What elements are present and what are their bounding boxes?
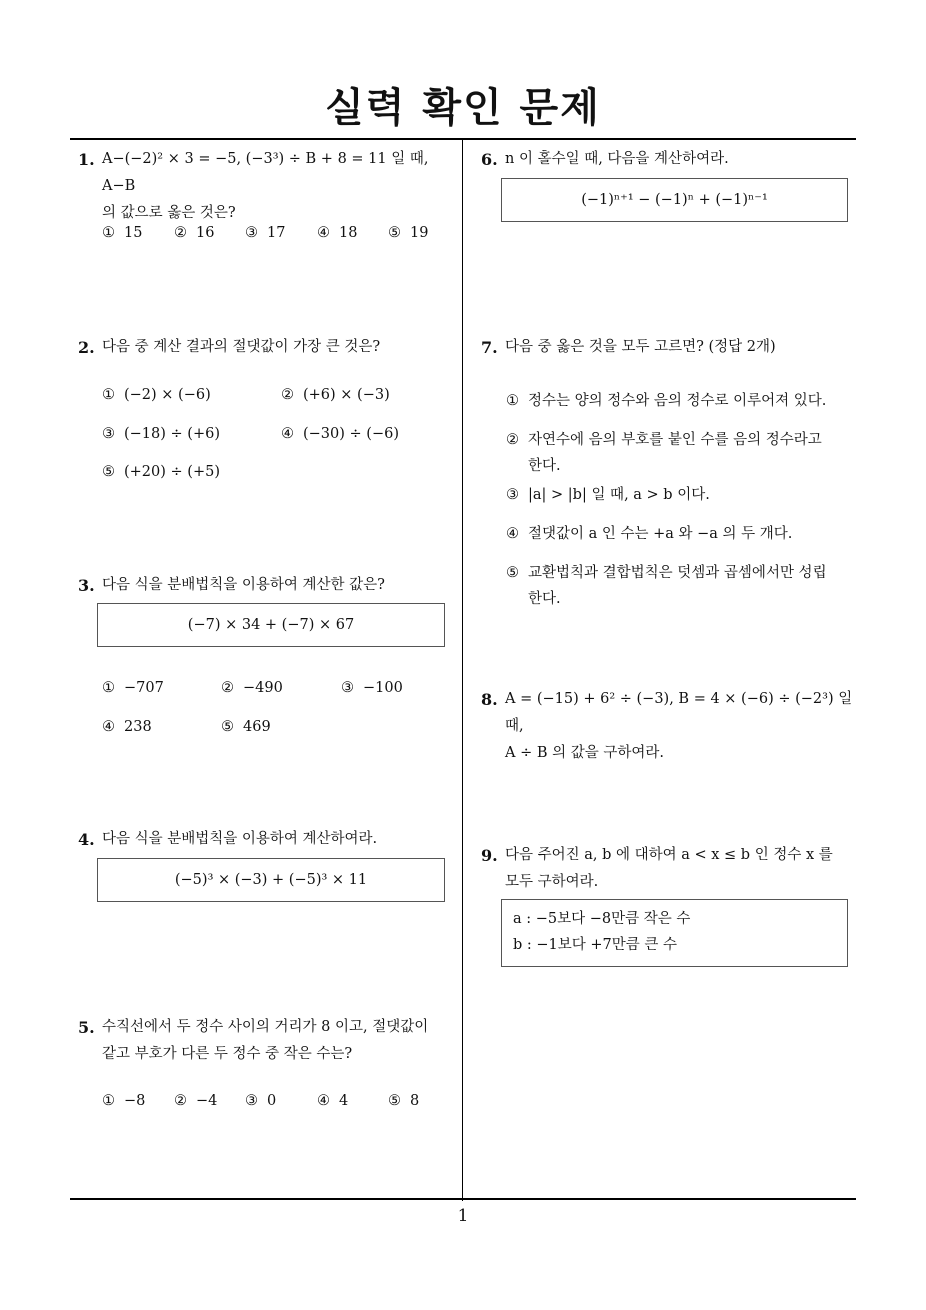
question-text-line-1: A−(−2)² × 3 = −5, (−3³) ÷ B + 8 = 11 일 때, A−B [102, 151, 429, 194]
choice-2: ② 16 [174, 225, 215, 241]
question-text: 다음 중 옳은 것을 모두 고르면? (정답 2개) [505, 339, 776, 355]
bottom-rule [70, 1198, 856, 1200]
question-number: 2. [78, 338, 95, 357]
condition-line-b: b : −1보다 +7만큼 큰 수 [513, 937, 678, 953]
choice-1: ① −8 [102, 1093, 146, 1109]
question-text-line-2: 같고 부호가 다른 두 정수 중 작은 수는? [102, 1046, 353, 1062]
question-text: 다음 식을 분배법칙을 이용하여 계산한 값은? [102, 577, 385, 593]
choice-1: ① −707 [102, 680, 164, 696]
question-text-line-1: 다음 주어진 a, b 에 대하여 a < x ≤ b 인 정수 x 를 [505, 847, 833, 863]
question-text: 다음 식을 분배법칙을 이용하여 계산하여라. [102, 831, 378, 847]
choice-3: ③ −100 [341, 680, 403, 696]
choice-1: ① 정수는 양의 정수와 음의 정수로 이루어져 있다. [506, 393, 827, 409]
expression-box: (−7) × 34 + (−7) × 67 [97, 603, 445, 647]
choice-5-continued: 한다. [528, 591, 561, 607]
question-1 [78, 146, 458, 227]
choice-2: ② −490 [221, 680, 283, 696]
choice-1: ① 15 [102, 225, 143, 241]
question-number: 1. [78, 150, 95, 169]
question-number: 6. [481, 150, 498, 169]
question-number: 7. [481, 338, 498, 357]
question-4 [78, 826, 458, 853]
choice-2: ② (+6) × (−3) [281, 387, 390, 403]
question-8 [481, 686, 861, 767]
choice-3: ③ (−18) ÷ (+6) [102, 426, 220, 442]
choice-5: ⑤ 19 [388, 225, 429, 241]
choice-5: ⑤ 8 [388, 1093, 420, 1109]
choice-5: ⑤ 교환법칙과 결합법칙은 덧셈과 곱셈에서만 성립 [506, 565, 827, 581]
question-number: 5. [78, 1018, 95, 1037]
page-title: 실력 확인 문제 [325, 85, 601, 131]
top-rule [70, 138, 856, 140]
question-number: 8. [481, 690, 498, 709]
question-number: 4. [78, 830, 95, 849]
choice-4: ④ 절댓값이 a 인 수는 +a 와 −a 의 두 개다. [506, 526, 793, 542]
choice-4: ④ 4 [317, 1093, 349, 1109]
question-text: n 이 홀수일 때, 다음을 계산하여라. [505, 151, 729, 167]
choice-3: ③ 0 [245, 1093, 277, 1109]
choice-5: ⑤ (+20) ÷ (+5) [102, 464, 220, 480]
question-text-line-2: 의 값으로 옳은 것은? [102, 205, 236, 221]
choice-3: ③ 17 [245, 225, 286, 241]
question-3 [78, 572, 458, 599]
question-2 [78, 334, 458, 361]
question-6 [481, 146, 861, 173]
page-number: 1 [457, 1206, 469, 1226]
question-text-line-1: 수직선에서 두 정수 사이의 거리가 8 이고, 절댓값이 [102, 1019, 429, 1035]
question-9 [481, 842, 861, 896]
choice-2: ② 자연수에 음의 부호를 붙인 수를 음의 정수라고 [506, 432, 822, 448]
question-5 [78, 1014, 458, 1068]
choice-3: ③ |a| > |b| 일 때, a > b 이다. [506, 487, 710, 503]
choice-4: ④ (−30) ÷ (−6) [281, 426, 399, 442]
choice-2: ② −4 [174, 1093, 218, 1109]
expression-box: (−5)³ × (−3) + (−5)³ × 11 [97, 858, 445, 902]
choice-4: ④ 18 [317, 225, 358, 241]
choice-4: ④ 238 [102, 719, 152, 735]
question-text-line-2: A ÷ B 의 값을 구하여라. [505, 745, 664, 761]
column-divider [462, 139, 463, 1201]
choice-2-continued: 한다. [528, 458, 561, 474]
question-number: 9. [481, 846, 498, 865]
question-text-line-2: 모두 구하여라. [505, 874, 599, 890]
expression-box: (−1)ⁿ⁺¹ − (−1)ⁿ + (−1)ⁿ⁻¹ [501, 178, 848, 222]
condition-line-a: a : −5보다 −8만큼 작은 수 [513, 911, 691, 927]
choice-5: ⑤ 469 [221, 719, 271, 735]
choice-1: ① (−2) × (−6) [102, 387, 211, 403]
question-text-line-1: A = (−15) + 6² ÷ (−3), B = 4 × (−6) ÷ (−2³) 일 때, [505, 691, 853, 734]
question-text: 다음 중 계산 결과의 절댓값이 가장 큰 것은? [102, 339, 381, 355]
question-number: 3. [78, 576, 95, 595]
question-7 [481, 334, 861, 361]
